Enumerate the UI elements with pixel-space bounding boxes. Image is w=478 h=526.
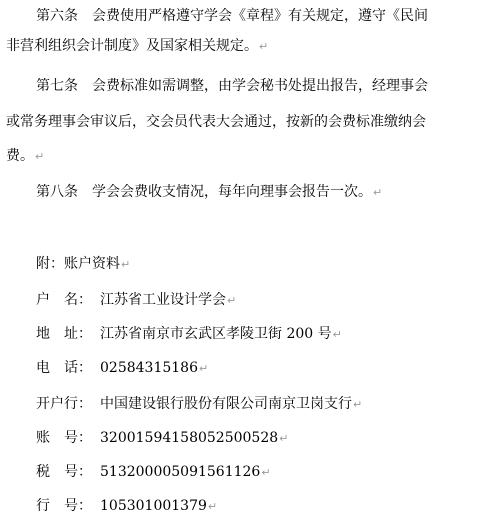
account-label-bank: 开户行：: [36, 396, 92, 412]
account-label-number: 账 号：: [36, 430, 92, 446]
article-8-line-1: [36, 182, 382, 202]
account-value-phone: 02584315186: [100, 360, 198, 376]
article-7-text-2: 或常务理事会审议后，交会员代表大会通过，按新的会费标准缴纳会: [6, 114, 426, 130]
attachment-heading: [36, 254, 130, 274]
account-label-tax: 税 号：: [36, 464, 92, 480]
account-value-bank: 中国建设银行股份有限公司南京卫岗支行: [100, 396, 352, 412]
article-6-text-1: 第六条 会费使用严格遵守学会《章程》有关规定，遵守《民间: [36, 8, 428, 24]
account-value-name: 江苏省工业设计学会: [100, 292, 226, 308]
account-value-address: 江苏省南京市玄武区孝陵卫街 200 号: [100, 326, 332, 342]
paragraph-mark-icon: ↵: [332, 328, 342, 341]
account-row-tax: [36, 462, 271, 482]
account-label-name: 户 名：: [36, 292, 92, 308]
attachment-heading-text: 附：账户资料: [36, 256, 120, 272]
paragraph-mark-icon: ↵: [259, 40, 269, 53]
paragraph-mark-icon: ↵: [121, 258, 131, 271]
account-row-number: [36, 428, 288, 448]
paragraph-mark-icon: ↵: [35, 150, 45, 163]
paragraph-mark-icon: ↵: [279, 432, 289, 445]
article-7-line-1: [36, 76, 428, 96]
article-6-text-2: 非营利组织会计制度》及国家相关规定。: [6, 38, 258, 54]
account-row-address: [36, 324, 342, 344]
article-7-text-3: 费。: [6, 148, 34, 164]
paragraph-mark-icon: ↵: [373, 186, 383, 199]
account-value-number: 32001594158052500528: [100, 430, 279, 446]
account-row-bank-code: [36, 496, 217, 516]
article-7-line-3: [6, 146, 44, 166]
account-row-bank: [36, 394, 362, 414]
article-7-line-2: [6, 112, 426, 132]
account-value-bank-code: 105301001379: [100, 498, 207, 514]
paragraph-mark-icon: ↵: [261, 466, 271, 479]
account-label-phone: 电 话：: [36, 360, 92, 376]
account-label-bank-code: 行 号：: [36, 498, 92, 514]
article-6-line-2: [6, 36, 268, 56]
paragraph-mark-icon: ↵: [353, 398, 363, 411]
paragraph-mark-icon: ↵: [207, 500, 218, 513]
article-8-text-1: 第八条 学会会费收支情况，每年向理事会报告一次。: [36, 184, 372, 200]
paragraph-mark-icon: ↵: [227, 294, 237, 307]
account-row-phone: [36, 358, 208, 378]
account-row-name: [36, 290, 236, 310]
account-label-address: 地 址：: [36, 326, 92, 342]
paragraph-mark-icon: ↵: [198, 362, 209, 375]
article-6-line-1: [36, 6, 428, 26]
account-value-tax: 513200005091561126: [100, 464, 261, 480]
article-7-text-1: 第七条 会费标准如需调整，由学会秘书处提出报告，经理事会: [36, 78, 428, 94]
